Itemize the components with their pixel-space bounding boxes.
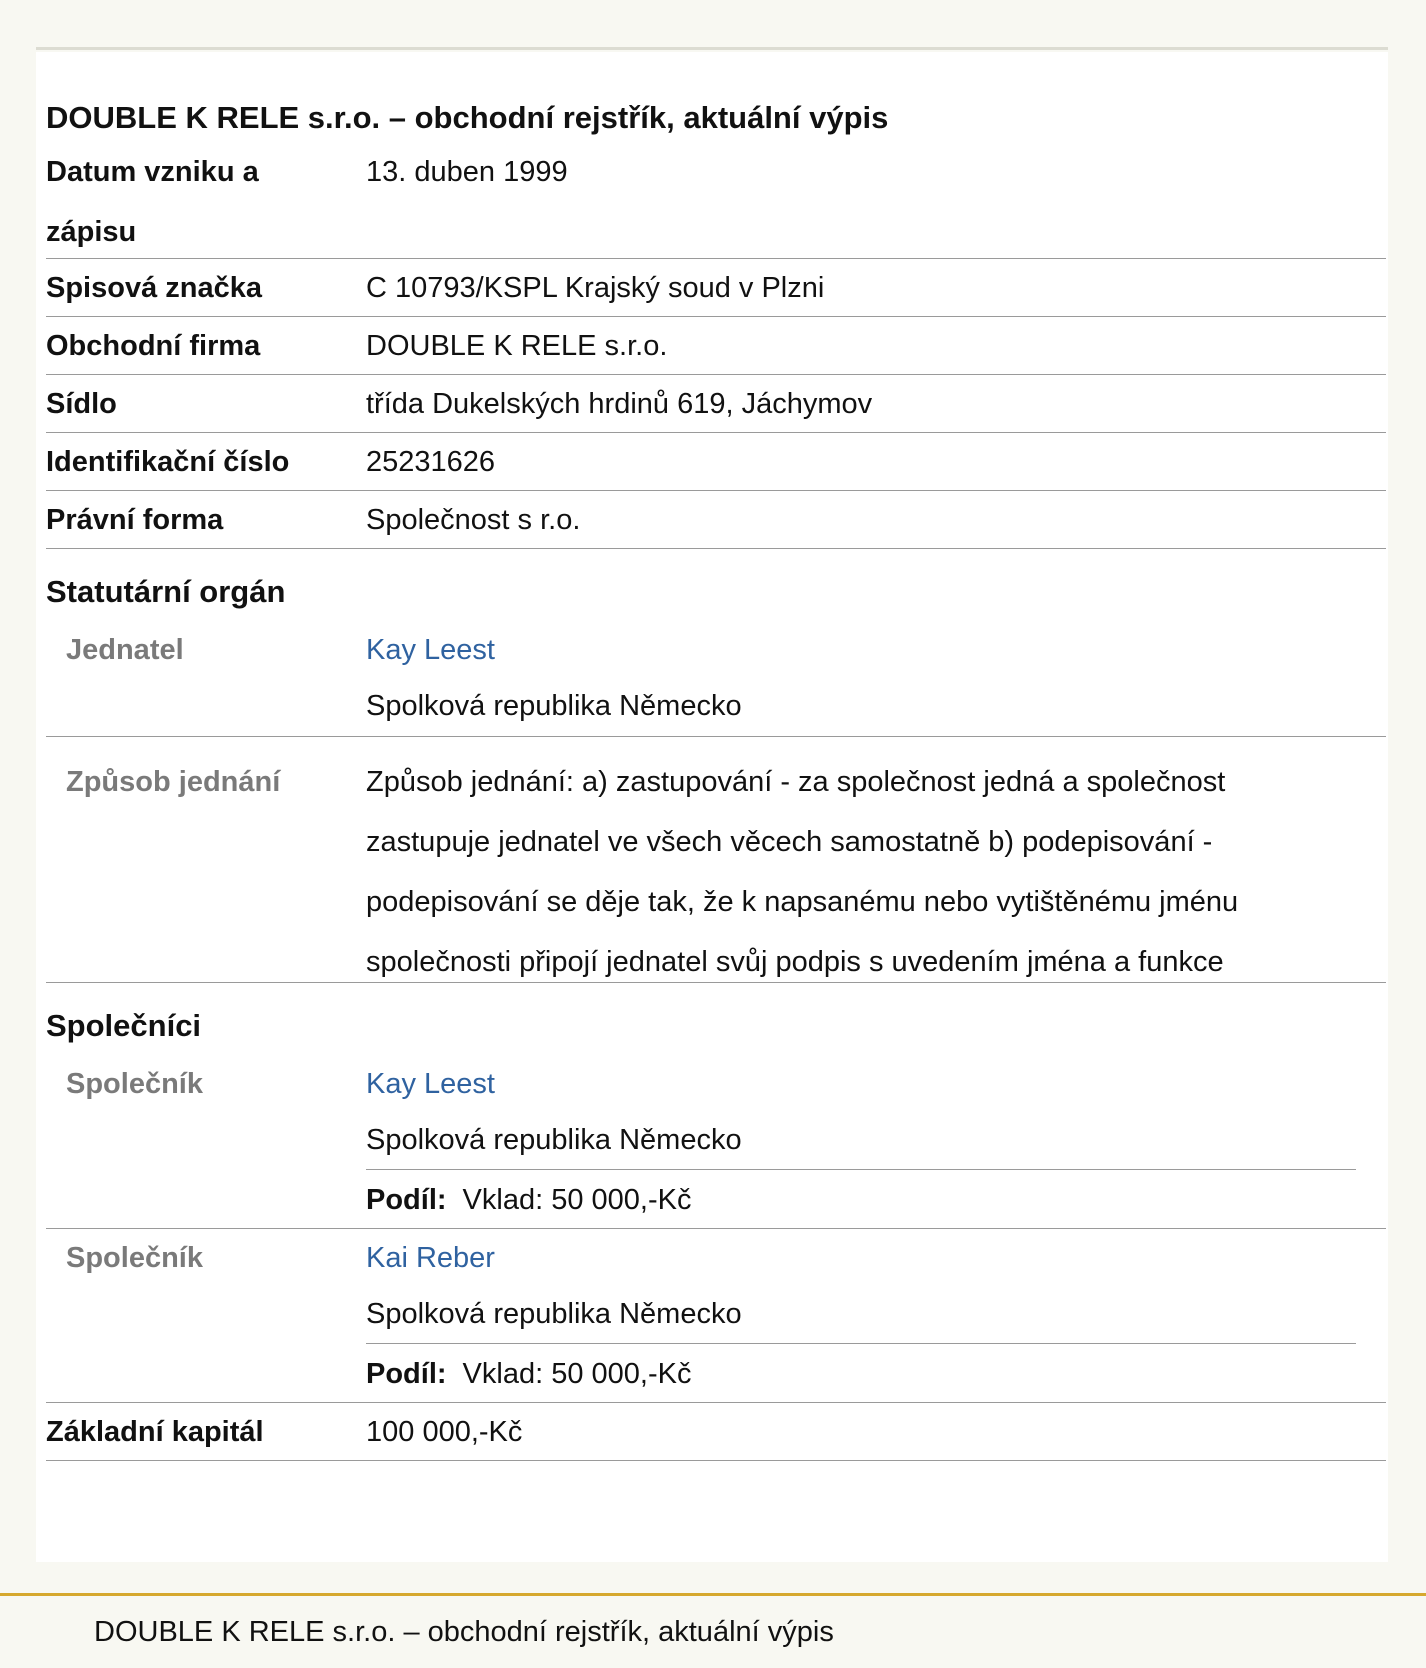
- row-sidlo: [46, 374, 1386, 433]
- pravni-value: Společnost s r.o.: [366, 504, 581, 536]
- spolecnik-label: Společník: [66, 1068, 203, 1100]
- row-jednatel: [46, 620, 1386, 737]
- spolecnik-share: [366, 1344, 691, 1404]
- kapital-value: 100 000,-Kč: [366, 1416, 523, 1448]
- share-value: Vklad: 50 000,-Kč: [462, 1184, 692, 1216]
- spolecnik-name-link[interactable]: Kai Reber: [366, 1242, 495, 1274]
- spolecnik-country: Spolková republika Německo: [366, 1124, 742, 1156]
- row-datum-vzniku: [46, 142, 1386, 259]
- row-pravni-forma: [46, 490, 1386, 549]
- share-label: Podíl:: [366, 1184, 447, 1216]
- row-spolecnik: [46, 1228, 1386, 1403]
- sidlo-label: Sídlo: [46, 388, 117, 420]
- page-title: DOUBLE K RELE s.r.o. – obchodní rejstřík, aktuální výpis: [46, 100, 889, 135]
- zpusob-label: Způsob jednání: [66, 766, 281, 798]
- spisova-value: C 10793/KSPL Krajský soud v Plzni: [366, 272, 825, 304]
- sidlo-value: třída Dukelských hrdinů 619, Jáchymov: [366, 388, 873, 420]
- jednatel-label: Jednatel: [66, 634, 184, 666]
- kapital-label: Základní kapitál: [46, 1416, 264, 1448]
- share-label: Podíl:: [366, 1358, 447, 1390]
- ico-label: Identifikační číslo: [46, 446, 290, 478]
- datum-label: Datum vzniku a zápisu: [46, 156, 259, 248]
- row-spisova-znacka: [46, 258, 1386, 317]
- row-zpusob-jednani: [46, 736, 1386, 983]
- spolecnik-share: [366, 1170, 691, 1230]
- row-identifikacni-cislo: [46, 432, 1386, 491]
- row-zakladni-kapital: [46, 1402, 1386, 1461]
- zpusob-text: Způsob jednání: a) zastupování - za společnost jedná a společnost zastupuje jednatel ve všech věcech samostatně b) podepisování - podepisování se děje tak, že k napsanému nebo vytištěnému jménu společnosti připojí jednatel svůj podpis s uvedením jména a funkce: [366, 766, 1239, 978]
- section-heading-statutarni: Statutární orgán: [46, 574, 286, 609]
- firma-value: DOUBLE K RELE s.r.o.: [366, 330, 668, 362]
- pravni-label: Právní forma: [46, 504, 224, 536]
- share-value: Vklad: 50 000,-Kč: [462, 1358, 692, 1390]
- row-spolecnik: [46, 1054, 1386, 1229]
- spolecnik-label: Společník: [66, 1242, 203, 1274]
- spolecnik-country: Spolková republika Německo: [366, 1298, 742, 1330]
- row-obchodni-firma: [46, 316, 1386, 375]
- ico-value: 25231626: [366, 446, 496, 478]
- footer-title: DOUBLE K RELE s.r.o. – obchodní rejstřík, aktuální výpis: [94, 1616, 834, 1648]
- jednatel-name-link[interactable]: Kay Leest: [366, 634, 495, 666]
- spolecnik-name-link[interactable]: Kay Leest: [366, 1068, 495, 1100]
- footer-divider: [0, 1593, 1426, 1596]
- registry-extract-panel: [36, 52, 1388, 1562]
- firma-label: Obchodní firma: [46, 330, 261, 362]
- jednatel-country: Spolková republika Německo: [366, 690, 742, 722]
- top-divider: [36, 47, 1388, 50]
- datum-value: 13. duben 1999: [366, 156, 568, 188]
- section-heading-spolecnici: Společníci: [46, 1008, 202, 1043]
- spisova-label: Spisová značka: [46, 272, 262, 304]
